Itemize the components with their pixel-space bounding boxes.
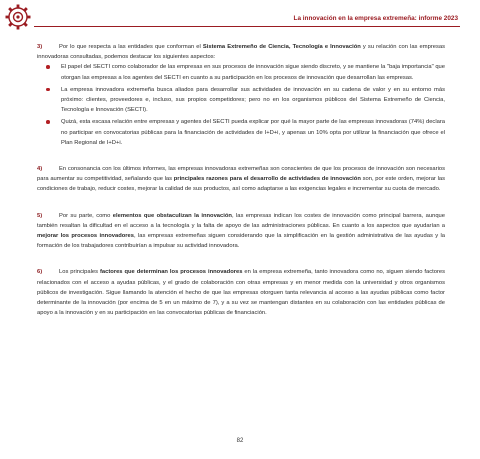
- bullet-icon: [46, 120, 50, 124]
- page-number: 82: [236, 438, 244, 444]
- header-title: La innovación en la empresa extremeña: informe 2023: [293, 15, 458, 22]
- document-body: [37, 42, 445, 334]
- body-text: Los principales: [59, 269, 100, 276]
- body-text: , las empresas indican los costes de innovación como principal barrera, aunque también resaltan la dificultad en el acceso a la tecnología y la falta de apoyo de las administraciones públicas. En cuanto a los aspectos que ayudarían a: [37, 212, 445, 229]
- section-number: 4): [37, 166, 43, 173]
- highlighted-text: elementos que obstaculizan la innovación: [112, 212, 232, 219]
- body-text: Quizá, esta escasa relación entre empresas y agentes del SECTI pueda explicar por qué la mayor parte de las empresas innovadoras (74%) declara no participar en convocatorias públicas para la financiación de actividades de I+D+i, y apenas un 10% opta por utilizar la financiación que ofrece el Plan Regional de I+D+i.: [61, 119, 445, 146]
- section-4: [37, 164, 445, 195]
- section-number: 5): [37, 212, 43, 219]
- section-paragraph: [37, 164, 445, 195]
- body-text: , las empresas extremeñas siguen considerando que la simplificación en la gestión administrativa de las ayudas y la formación de los trabajadores contribuirían a impulsar su actividad innovadora.: [37, 233, 445, 250]
- header-rule: [34, 26, 460, 27]
- section-paragraph: [37, 267, 445, 318]
- section-number: 6): [37, 269, 43, 276]
- section-6: [37, 267, 445, 318]
- body-text: y su relación con las empresas innovadoras consultadas, podemos destacar los siguientes aspectos:: [37, 44, 446, 61]
- bullet-list: [37, 62, 445, 148]
- body-text: en la empresa extremeña, tanto innovadora como no, siguen siendo factores relacionados con el acceso a ayudas públicas, y el grado de colaboración con otras empresas y en menor medida con la universidad y otros organismos públicos de investigación. Sigue llamando la atención el hecho de que las empresas otorguen tanta relevancia al acceso a las ayudas públicas como factor determinante de la innovación (por encima de 5 en un máximo de 7), y a su vez se mantengan distantes en su colaboración con las entidades públicas de apoyo a la innovación y en su participación en las convocatorias públicas de financiación.: [37, 269, 446, 317]
- body-text: La empresa innovadora extremeña busca aliados para desarrollar sus actividades de innovación en su cadena de valor y en su entorno más próximo: clientes, proveedores e, incluso, sus propios competidores; pero no en los organismos públicos del Sistema Extremeño de Ciencia, Tecnología e Innovación (SECTI).: [61, 86, 445, 114]
- body-text: Por su parte, como: [59, 212, 113, 219]
- body-text: Por lo que respecta a las entidades que conforman el: [59, 44, 203, 50]
- bullet-item: [61, 117, 445, 148]
- body-text: El papel del SECTI como colaborador de las empresas en sus procesos de innovación sigue siendo discreto, y se mantiene la "baja importancia" que otorgan las empresas a los agentes del SECTI en cuanto a su participación en los procesos de innovación que desarrollan las empresas.: [61, 64, 445, 81]
- section-paragraph: [37, 211, 445, 252]
- highlighted-text: factores que determinan los procesos innovadores: [99, 269, 243, 276]
- section-number: 3): [37, 44, 43, 50]
- highlighted-text: Sistema Extremeño de Ciencia, Tecnología e Innovación: [202, 44, 361, 50]
- section-paragraph: [37, 42, 445, 62]
- page-header: [0, 0, 480, 34]
- bullet-icon: [46, 65, 50, 69]
- body-text: son, por este orden, mejorar las condiciones de trabajo, reducir costes, mejorar la calidad de sus productos, así como adaptarse a las exigencias legales e incrementar su cuota de mercado.: [37, 176, 445, 193]
- gear-emblem-icon: [4, 3, 32, 31]
- highlighted-text: principales razones para el desarrollo de actividades de innovación: [173, 176, 361, 183]
- bullet-icon: [46, 88, 50, 92]
- bullet-item: [61, 62, 445, 82]
- bullet-item: [61, 85, 445, 116]
- section-5: [37, 211, 445, 252]
- section-3: [37, 42, 445, 148]
- body-text: En consonancia con los últimos informes, las empresas innovadoras extremeñas son conscientes de que los procesos de innovación son necesarios para aumentar su competitividad, señalando que las: [37, 166, 445, 183]
- highlighted-text: mejorar los procesos innovadores: [37, 233, 134, 240]
